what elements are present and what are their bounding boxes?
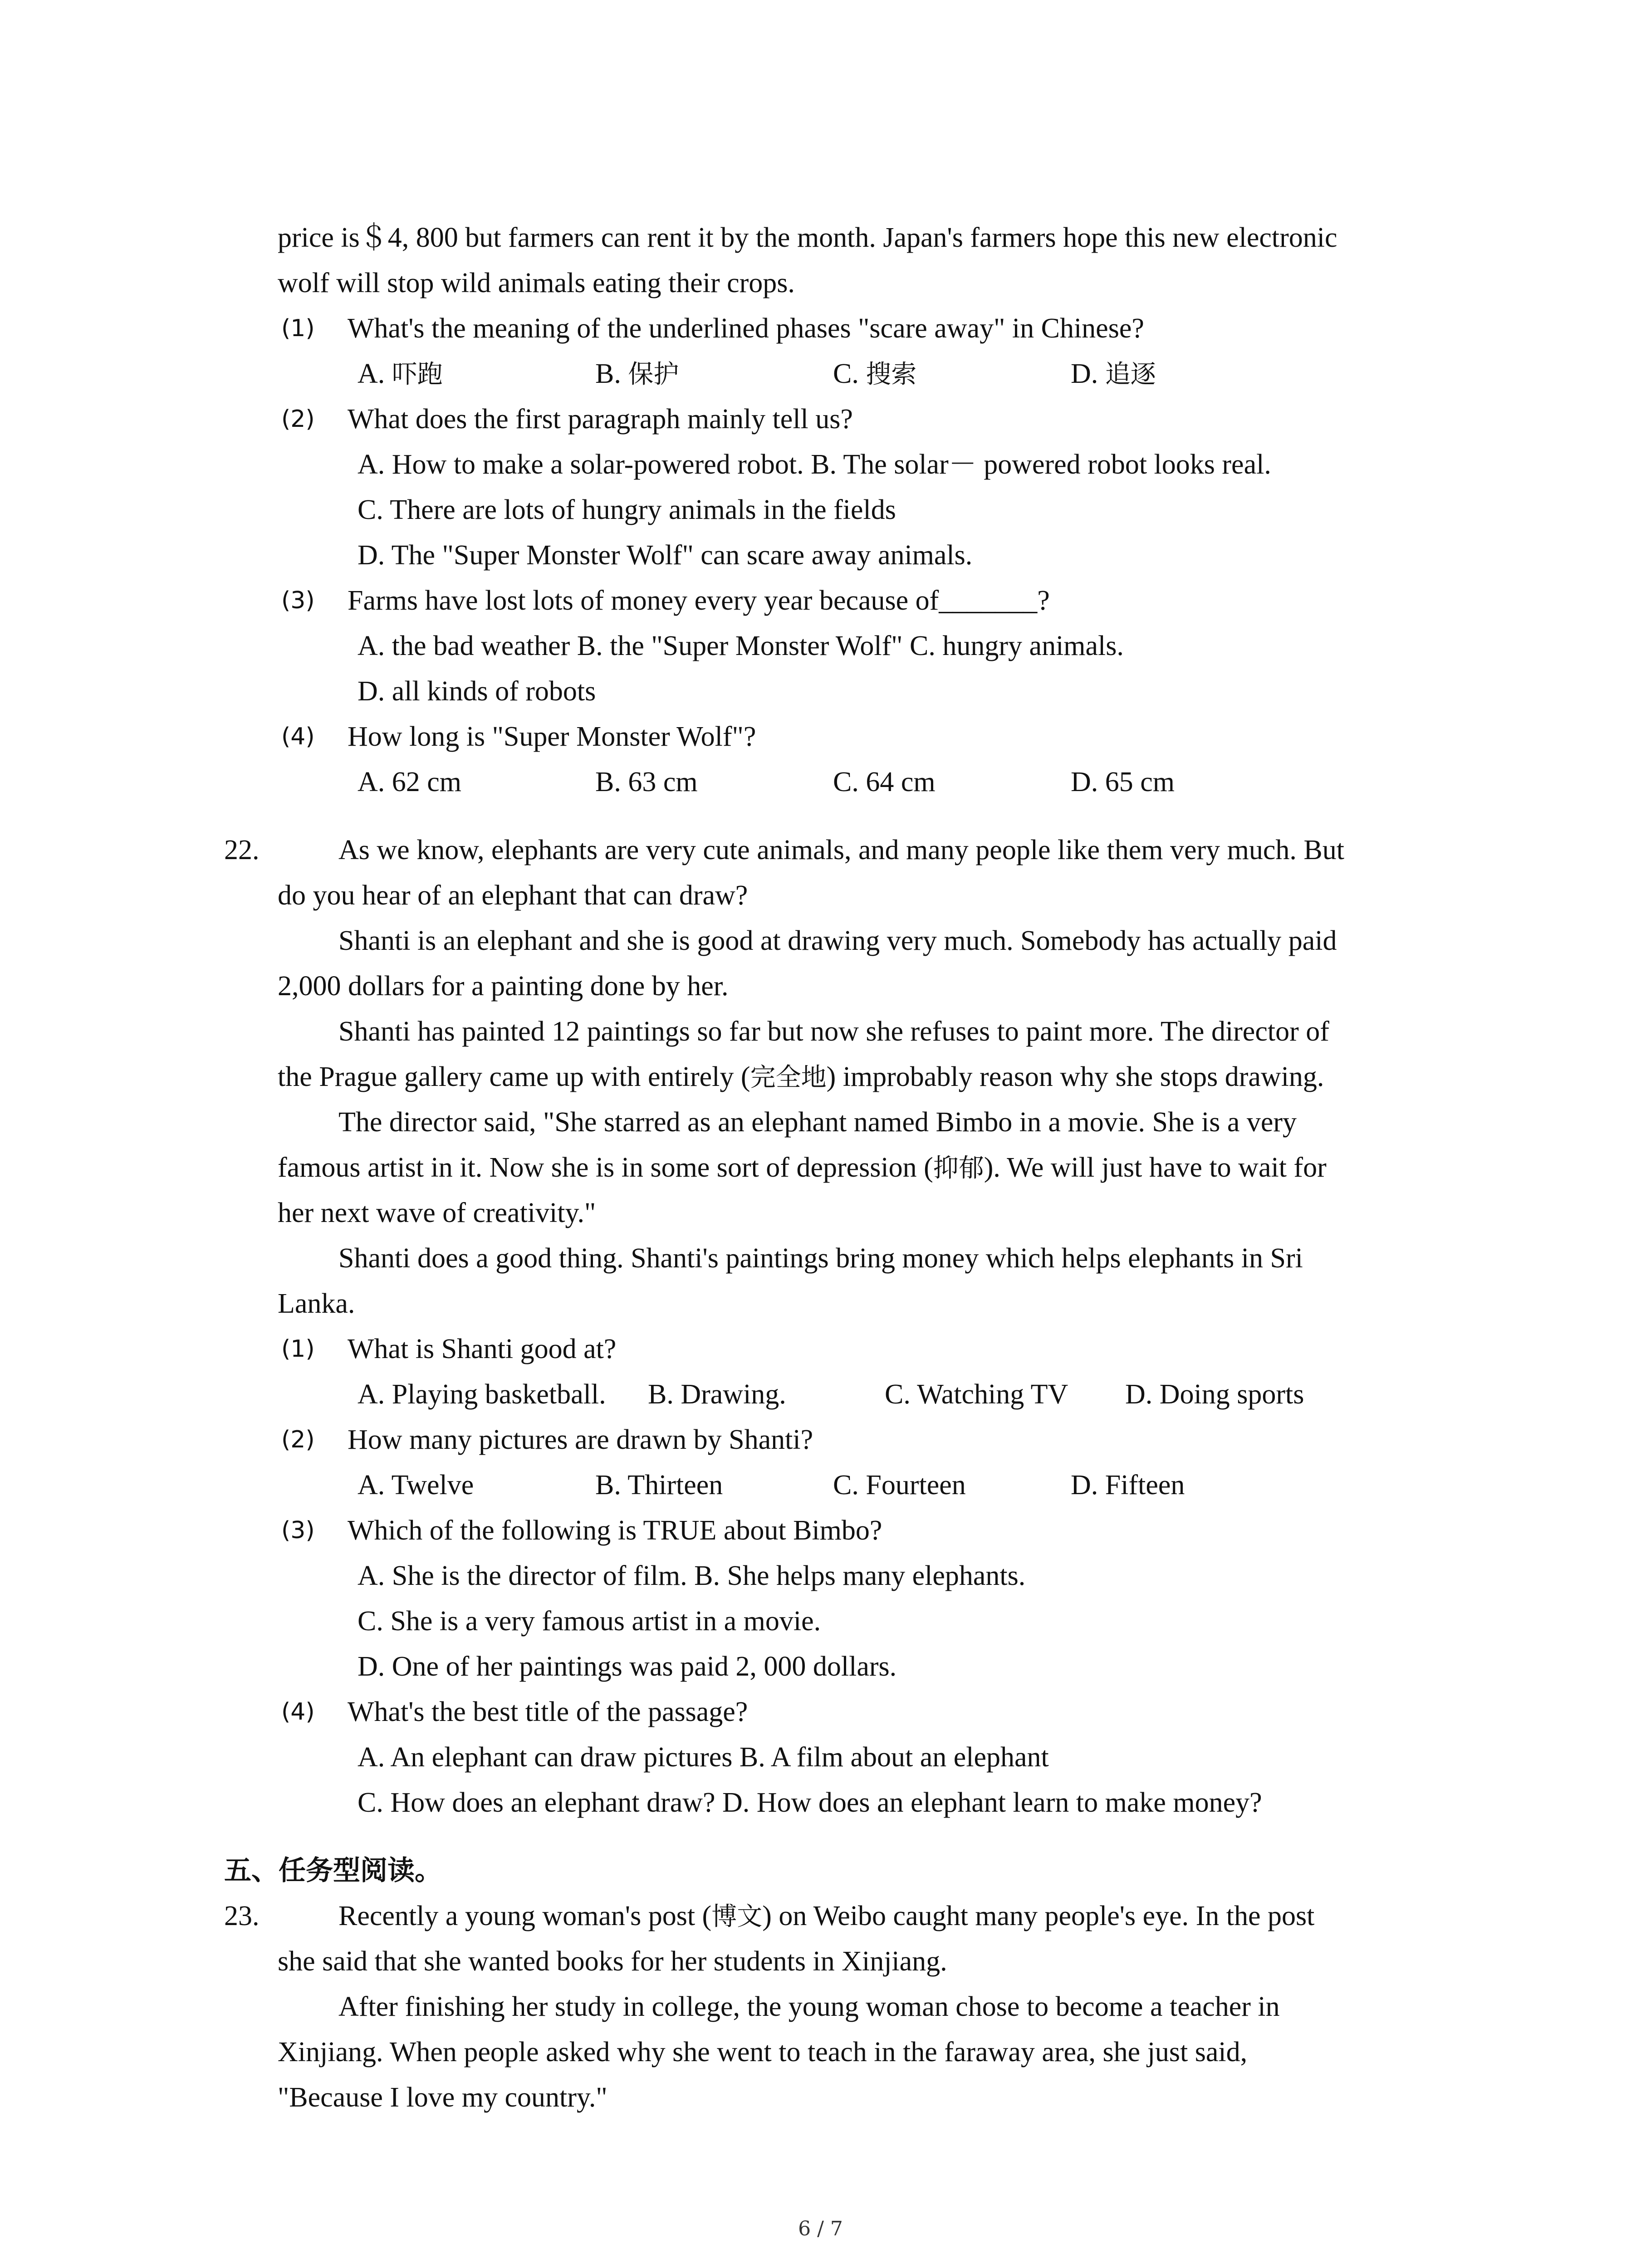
option-d bbox=[1071, 351, 1156, 397]
option-a: A. Twelve bbox=[358, 1470, 474, 1501]
passage-line: The director said, "She starred as an elephant named Bimbo in a movie. She is a very bbox=[338, 1107, 1297, 1138]
passage-line bbox=[278, 1145, 1327, 1191]
question-number: (1) bbox=[281, 1335, 315, 1363]
passage-line bbox=[278, 1054, 1324, 1100]
option-line: C. She is a very famous artist in a movie. bbox=[358, 1606, 821, 1637]
option-line: D. all kinds of robots bbox=[358, 676, 596, 707]
option-letter: B. bbox=[595, 358, 628, 389]
passage-line: Shanti does a good thing. Shanti's paintings bring money which helps elephants in Sri bbox=[338, 1243, 1303, 1274]
option-line: D. One of her paintings was paid 2, 000 dollars. bbox=[358, 1651, 897, 1682]
option-c: C. Fourteen bbox=[833, 1470, 966, 1501]
passage-line: do you hear of an elephant that can draw? bbox=[278, 880, 748, 911]
option-b: B. 63 cm bbox=[595, 767, 698, 797]
text-run: ). We will just have to wait for bbox=[984, 1152, 1327, 1183]
option-a: A. Playing basketball. bbox=[358, 1379, 606, 1410]
option-b bbox=[595, 351, 679, 397]
passage-line: Shanti is an elephant and she is good at drawing very much. Somebody has actually paid bbox=[338, 925, 1337, 956]
text-run: ) on Weibo caught many people's eye. In the post bbox=[762, 1901, 1315, 1931]
question-text: What's the meaning of the underlined phases "scare away" in Chinese? bbox=[348, 313, 1144, 344]
text-run: ) improbably reason why she stops drawing. bbox=[826, 1061, 1324, 1092]
option-line: A. She is the director of film. B. She helps many elephants. bbox=[358, 1560, 1026, 1591]
question-number: (3) bbox=[281, 1517, 315, 1544]
passage-line: her next wave of creativity." bbox=[278, 1198, 596, 1228]
option-b: B. Thirteen bbox=[595, 1470, 723, 1501]
option-line: C. There are lots of hungry animals in the fields bbox=[358, 494, 896, 525]
passage-line: 2,000 dollars for a painting done by her. bbox=[278, 971, 729, 1002]
question-text: Which of the following is TRUE about Bimbo? bbox=[348, 1515, 882, 1546]
option-text: 吓跑 bbox=[392, 360, 443, 389]
item-number: 22. bbox=[224, 835, 260, 865]
chinese-gloss: 完全地 bbox=[750, 1063, 827, 1092]
option-a bbox=[358, 351, 443, 397]
passage-line: price is＄4, 800 but farmers can rent it by the month. Japan's farmers hope this new electronic bbox=[278, 222, 1337, 253]
option-d: D. 65 cm bbox=[1071, 767, 1175, 797]
option-c: C. Watching TV bbox=[885, 1379, 1068, 1410]
question-number: (2) bbox=[281, 406, 315, 433]
passage-line: After finishing her study in college, the young woman chose to become a teacher in bbox=[338, 1991, 1280, 2022]
option-letter: C. bbox=[833, 358, 866, 389]
question-text: What's the best title of the passage? bbox=[348, 1696, 748, 1727]
option-text: 搜索 bbox=[866, 360, 917, 389]
option-line: D. The "Super Monster Wolf" can scare away animals. bbox=[358, 540, 973, 571]
passage-line: As we know, elephants are very cute animals, and many people like them very much. But bbox=[338, 835, 1344, 865]
question-text: How many pictures are drawn by Shanti? bbox=[348, 1424, 813, 1455]
option-d: D. Fifteen bbox=[1071, 1470, 1185, 1501]
option-c: C. 64 cm bbox=[833, 767, 936, 797]
chinese-gloss: 博文 bbox=[711, 1902, 763, 1931]
text-run: famous artist in it. Now she is in some sort of depression ( bbox=[278, 1152, 933, 1183]
passage-line bbox=[338, 1893, 1314, 1940]
option-letter: D. bbox=[1071, 358, 1105, 389]
option-line: A. the bad weather B. the "Super Monster Wolf" C. hungry animals. bbox=[358, 631, 1124, 661]
option-b: B. Drawing. bbox=[648, 1379, 786, 1410]
item-number: 23. bbox=[224, 1901, 260, 1931]
question-text: What does the first paragraph mainly tell us? bbox=[348, 404, 853, 435]
section-heading: 五、任务型阅读。 bbox=[224, 1855, 442, 1887]
passage-line: Xinjiang. When people asked why she went to teach in the faraway area, she just said, bbox=[278, 2037, 1248, 2068]
question-text: How long is "Super Monster Wolf"? bbox=[348, 721, 756, 752]
passage-line: she said that she wanted books for her students in Xinjiang. bbox=[278, 1946, 947, 1977]
question-number: (3) bbox=[281, 587, 315, 614]
option-line: A. How to make a solar-powered robot. B. The solar－ powered robot looks real. bbox=[358, 449, 1271, 480]
question-number: (2) bbox=[281, 1426, 315, 1453]
question-number: (4) bbox=[281, 723, 315, 750]
text-run: the Prague gallery came up with entirely ( bbox=[278, 1061, 750, 1092]
page-number: 6 / 7 bbox=[798, 2217, 843, 2240]
chinese-gloss: 抑郁 bbox=[933, 1154, 984, 1183]
question-number: (4) bbox=[281, 1698, 315, 1725]
option-line: A. An elephant can draw pictures B. A film about an elephant bbox=[358, 1742, 1049, 1773]
passage-line: Lanka. bbox=[278, 1288, 355, 1319]
option-c bbox=[833, 351, 916, 397]
question-text: What is Shanti good at? bbox=[348, 1334, 617, 1364]
option-text: 追逐 bbox=[1105, 360, 1156, 389]
text-run: Recently a young woman's post ( bbox=[338, 1901, 712, 1931]
passage-line: "Because I love my country." bbox=[278, 2082, 607, 2113]
option-text: 保护 bbox=[628, 360, 679, 389]
option-line: C. How does an elephant draw? D. How does an elephant learn to make money? bbox=[358, 1787, 1262, 1818]
option-d: D. Doing sports bbox=[1125, 1379, 1304, 1410]
option-letter: A. bbox=[358, 358, 392, 389]
question-number: (1) bbox=[281, 315, 315, 342]
question-text: Farms have lost lots of money every year because of_______? bbox=[348, 585, 1050, 616]
passage-line: Shanti has painted 12 paintings so far but now she refuses to paint more. The director of bbox=[338, 1016, 1329, 1047]
option-a: A. 62 cm bbox=[358, 767, 462, 797]
passage-line: wolf will stop wild animals eating their crops. bbox=[278, 268, 795, 298]
